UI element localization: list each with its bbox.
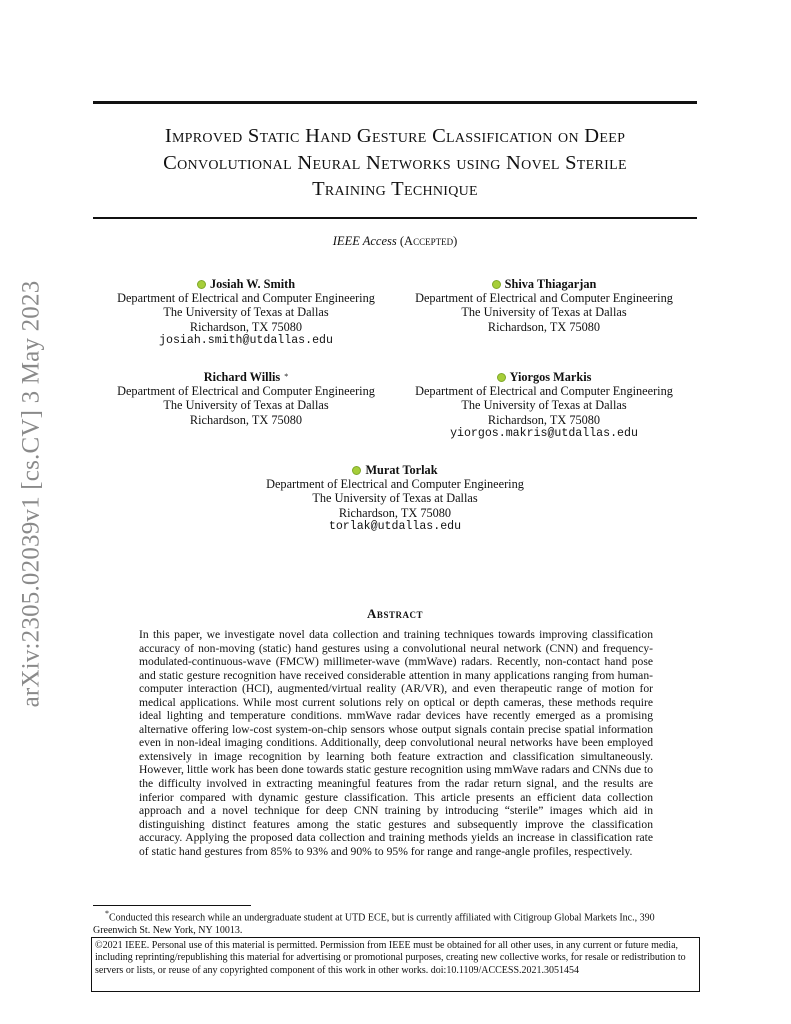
author-name: Richard Willis: [203, 370, 281, 384]
author-univ: The University of Texas at Dallas: [461, 305, 627, 320]
author-univ: The University of Texas at Dallas: [163, 398, 329, 413]
author-name: Josiah W. Smith: [209, 277, 296, 291]
author-dept: Department of Electrical and Computer Engineering: [415, 384, 673, 399]
author-name: Murat Torlak: [365, 463, 438, 477]
title-rule-top: [93, 101, 697, 104]
title-rule-bottom: [93, 217, 697, 219]
title-line-1: Improved Static Hand Gesture Classification on Deep: [164, 125, 626, 147]
copyright-notice: ©2021 IEEE. Personal use of this material is permitted. Permission from IEEE must be obtained for all other uses, in any current or future media, including reprinting/republishing this material for advertising or promotional purposes, creating new collective works, for resale or redistribution to servers or lists, or reuse of any copyrighted component of this work in other works. doi:10.1109/ACCESS.2021.3051454: [91, 937, 700, 992]
author-name: Shiva Thiagarjan: [504, 277, 597, 291]
author-block-markis: [394, 370, 694, 441]
abstract-heading: Abstract: [367, 606, 423, 621]
author-name: Yiorgos Markis: [509, 370, 592, 384]
footnote-marker: *: [105, 909, 109, 918]
footnote: [93, 908, 699, 937]
footnote-text: Conducted this research while an undergraduate student at UTD ECE, but is currently affiliated with Citigroup Global Markets Inc., 390 Greenwich St. New York, NY 10013.: [93, 912, 655, 936]
author-city: Richardson, TX 75080: [487, 412, 601, 427]
footnote-marker: *: [284, 372, 289, 381]
author-email[interactable]: torlak@utdallas.edu: [328, 519, 462, 533]
title-line-3: Training Technique: [312, 178, 478, 200]
abstract-text: In this paper, we investigate novel data collection and training techniques towards improving classification accuracy of non-moving (static) hand gestures using a convolutional neural network (CNN) and frequency-modulated-continuous-wave (FMCW) millimeter-wave (mmWave) radars. Recently, non-contact hand pose and static gesture recognition have received considerable attention in many applications ranging from human-computer interaction (HCI), augmented/virtual reality (AR/VR), and even therapeutic range of motion for medical applications. While most current solutions rely on optical or depth cameras, these methods require ideal lighting and temperature conditions. mmWave radar devices have recently emerged as a promising alternative offering low-cost system-on-chip sensors whose output signals contain precise spatial information even in non-ideal imaging conditions. Additionally, deep convolutional neural networks have been employed extensively in image recognition by learning both feature extraction and classification simultaneously. However, little work has been done towards static gesture recognition using mmWave radars and CNNs due to the difficulty involved in extracting meaningful features from the radar return signal, and the results are inferior compared with dynamic gesture classification. This article presents an efficient data collection approach and a novel technique for deep CNN training by introducing “sterile” images which aid in distinguishing distinct features among the static gestures and subsequently improve the classification accuracy. Applying the proposed data collection and training methods yields an increase in classification rate of static hand gestures from 85% to 93% and 90% to 95% for range and range-angle profiles, respectively.: [139, 628, 653, 858]
paper-title: [93, 123, 697, 203]
author-email[interactable]: yiorgos.makris@utdallas.edu: [450, 426, 638, 440]
author-city: Richardson, TX 75080: [189, 412, 303, 427]
author-city: Richardson, TX 75080: [487, 319, 601, 334]
arxiv-id-text: arXiv:2305.02039v1 [cs.CV] 3 May 2023: [17, 280, 45, 708]
author-block-thiagarjan: [394, 277, 694, 334]
footnote-rule: [93, 905, 251, 906]
author-dept: Department of Electrical and Computer Engineering: [117, 291, 375, 306]
author-email[interactable]: josiah.smith@utdallas.edu: [159, 333, 333, 347]
arxiv-identifier-stamp: [18, 268, 44, 720]
orcid-icon[interactable]: [352, 466, 361, 475]
venue-line: [93, 234, 697, 249]
orcid-icon[interactable]: [497, 373, 506, 382]
author-city: Richardson, TX 75080: [189, 319, 303, 334]
author-dept: Department of Electrical and Computer Engineering: [117, 384, 375, 399]
author-city: Richardson, TX 75080: [338, 505, 452, 520]
author-block-torlak: [245, 463, 545, 534]
author-univ: The University of Texas at Dallas: [163, 305, 329, 320]
author-univ: The University of Texas at Dallas: [461, 398, 627, 413]
author-dept: Department of Electrical and Computer Engineering: [266, 477, 524, 492]
author-dept: Department of Electrical and Computer Engineering: [415, 291, 673, 306]
orcid-icon[interactable]: [197, 280, 206, 289]
author-block-willis: [96, 370, 396, 427]
orcid-icon[interactable]: [492, 280, 501, 289]
author-block-smith: [96, 277, 396, 348]
venue-journal: IEEE Access: [332, 234, 397, 248]
title-line-2: Convolutional Neural Networks using Novel Sterile: [163, 151, 627, 174]
venue-status: (Accepted): [399, 234, 458, 248]
author-univ: The University of Texas at Dallas: [312, 491, 478, 506]
